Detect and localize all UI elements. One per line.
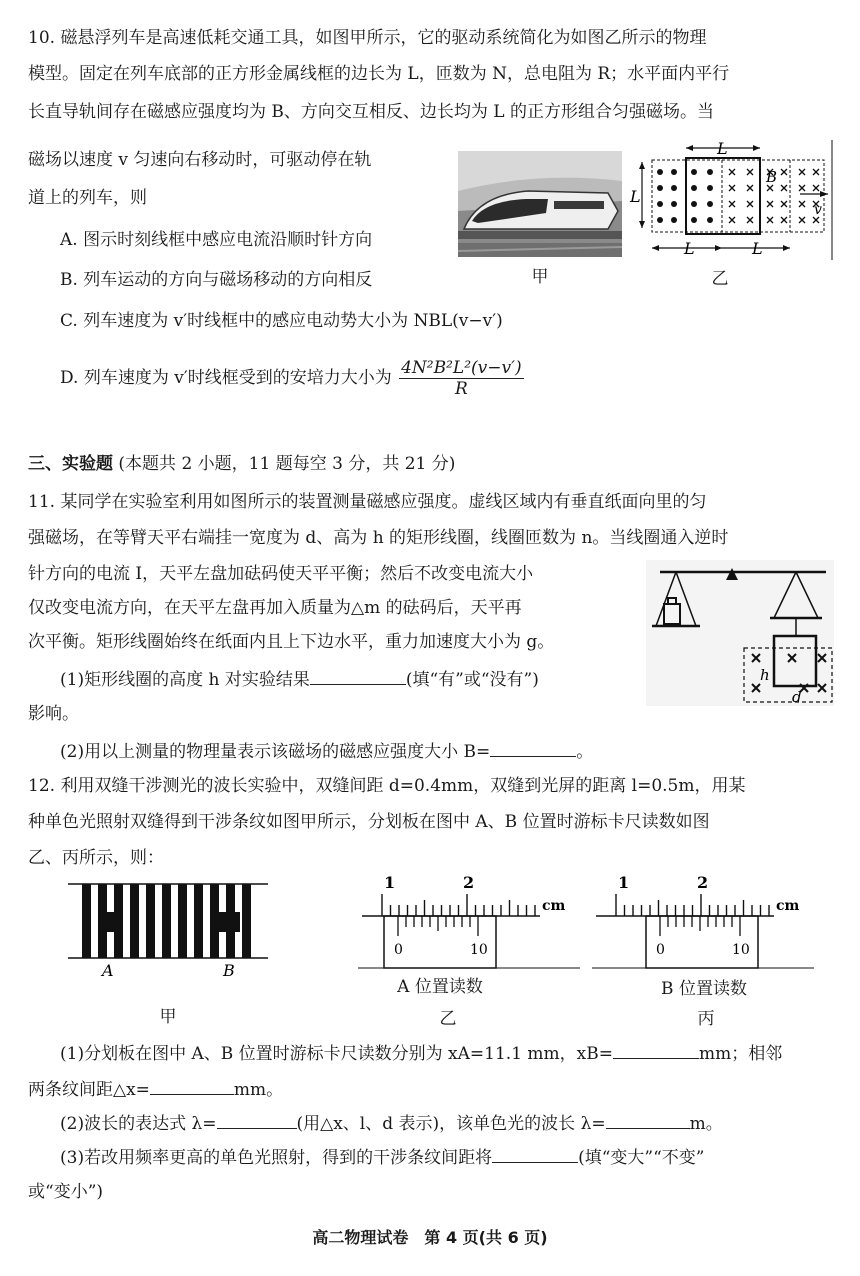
field-dot <box>657 201 663 207</box>
q11-part1-answer-blank[interactable] <box>310 666 406 685</box>
field-cross <box>747 201 753 207</box>
field-cross <box>781 185 787 191</box>
field-cross <box>747 169 753 175</box>
caliper-caption-bing: 丙 <box>697 1009 715 1029</box>
field-dot <box>671 185 677 191</box>
field-dot <box>671 201 677 207</box>
q11-part2-text: (2)用以上测量的物理量表示该磁场的磁感应强度大小 B= <box>60 742 491 762</box>
field-cross <box>729 185 735 191</box>
main-scale-label-2: 2 <box>463 874 475 892</box>
q11-part1-cont: 影响。 <box>28 704 79 724</box>
q11-part2 <box>60 738 593 764</box>
q11-part2-end: 。 <box>576 742 594 762</box>
q12-lambda-value-blank[interactable] <box>606 1110 690 1129</box>
q12-part2 <box>60 1110 723 1136</box>
fringe-dark-band <box>162 884 171 958</box>
section-3-heading <box>28 452 455 476</box>
vernier-label-10: 10 <box>732 942 750 958</box>
main-scale-label-1: 1 <box>618 874 630 892</box>
field-dot <box>707 169 713 175</box>
q11-line2: 强磁场，在等臂天平右端挂一宽度为 d、高为 h 的矩形线圈，线圈匝数为 n。当线圈通入逆时 <box>28 528 729 548</box>
q10-option-a: A. 图示时刻线框中感应电流沿顺时针方向 <box>60 230 373 250</box>
q10-option-d-denominator: R <box>454 379 468 399</box>
balance-coil-diagram <box>646 560 834 706</box>
vernier-label-0: 0 <box>656 942 665 958</box>
q12-lambda-expr-blank[interactable] <box>217 1110 297 1129</box>
q11-part1-hint: (填“有”或“没有”) <box>405 670 539 690</box>
q12-part1-unit: mm；相邻 <box>699 1044 783 1064</box>
fig-label-h: h <box>760 666 770 684</box>
q11-part1 <box>60 666 539 692</box>
field-cross <box>781 169 787 175</box>
field-dot <box>671 217 677 223</box>
vernier-label-0: 0 <box>394 942 403 958</box>
field-dot <box>691 217 697 223</box>
interference-fringes-figure <box>68 878 268 982</box>
q10-line4: 磁场以速度 v 匀速向右移动时，可驱动停在轨 <box>28 150 372 170</box>
maglev-train-photo <box>458 151 622 257</box>
fig-label-b: B <box>766 168 778 186</box>
q12-xb-answer-blank[interactable] <box>613 1040 699 1059</box>
q12-part3-text: (3)若改用频率更高的单色光照射，得到的干涉条纹间距将 <box>60 1148 493 1168</box>
q12-part3 <box>60 1144 705 1170</box>
q10-option-d-fraction <box>399 358 524 399</box>
fringe-dark-band <box>82 884 91 958</box>
field-cross <box>781 217 787 223</box>
vernier-label-10: 10 <box>470 942 488 958</box>
q12-part1-dx-unit: mm。 <box>233 1080 284 1100</box>
fringe-dark-band <box>210 884 219 958</box>
q12-line2: 种单色光照射双缝得到干涉条纹如图甲所示，分划板在图中 A、B 位置时游标卡尺读数如图 <box>28 812 710 832</box>
main-scale-label-2: 2 <box>697 874 709 892</box>
q12-dx-answer-blank[interactable] <box>150 1076 234 1095</box>
field-cross <box>729 201 735 207</box>
q12-part3-answer-blank[interactable] <box>492 1144 578 1163</box>
fringe-dark-band <box>242 884 251 958</box>
q10-line2: 模型。固定在列车底部的正方形金属线框的边长为 L，匝数为 N，总电阻为 R；水平面内平行 <box>28 64 730 84</box>
fringe-label-b: B <box>223 961 235 980</box>
caliper-b-caption: B 位置读数 <box>661 979 747 999</box>
field-cross <box>799 169 805 175</box>
caliper-a-figure <box>358 874 580 972</box>
field-cross <box>799 217 805 223</box>
q10-line5: 道上的列车，则 <box>28 188 147 208</box>
q12-part1-dx-text: 两条纹间距△x= <box>28 1080 150 1100</box>
q12-line3: 乙、丙所示，则： <box>28 848 164 868</box>
caliper-a-caption: A 位置读数 <box>397 977 483 997</box>
field-dot <box>657 185 663 191</box>
fig-caption-yi: 乙 <box>711 269 729 289</box>
q12-part3-hint: (填“变大”“不变” <box>578 1148 705 1168</box>
q12-part1-text: (1)分划板在图中 A、B 位置时游标卡尺读数分别为 xA=11.1 mm，xB= <box>60 1044 613 1064</box>
field-dot <box>707 217 713 223</box>
fringe-label-a: A <box>102 961 114 980</box>
section-3-title: 三、实验题 <box>28 454 113 474</box>
field-cross <box>799 185 805 191</box>
field-dot <box>657 169 663 175</box>
q11-line3: 针方向的电流 I，天平左盘加砝码使天平平衡；然后不改变电流大小 <box>28 564 534 584</box>
field-cross <box>747 185 753 191</box>
main-scale-label-1: 1 <box>384 874 396 892</box>
q11-line4: 仅改变电流方向，在天平左盘再加入质量为△m 的砝码后，天平再 <box>28 598 522 618</box>
q12-part1 <box>60 1040 782 1066</box>
fringe-dark-band <box>146 884 155 958</box>
fringe-dark-band <box>130 884 139 958</box>
q12-line1: 12. 利用双缝干涉测光的波长实验中，双缝间距 d=0.4mm，双缝到光屏的距离 l=0.5m，用某 <box>28 776 746 796</box>
q10-line1: 10. 磁悬浮列车是高速低耗交通工具，如图甲所示，它的驱动系统简化为如图乙所示的物理 <box>28 28 707 48</box>
fig-label-l-left: L <box>630 187 641 206</box>
q12-part3-cont: 或“变小”) <box>28 1182 104 1202</box>
q10-line3: 长直导轨间存在磁感应强度均为 B、方向交互相反、边长均为 L 的正方形组合匀强磁场。当 <box>28 102 714 122</box>
q11-line1: 11. 某同学在实验室利用如图所示的装置测量磁感应强度。虚线区域内有垂直纸面向里的匀 <box>28 492 707 512</box>
field-dot <box>707 201 713 207</box>
q12-part2-mid: (用△x、l、d 表示)，该单色光的波长 λ= <box>296 1114 606 1134</box>
field-cross <box>729 169 735 175</box>
fringe-dark-band <box>194 884 203 958</box>
q11-part2-answer-blank[interactable] <box>490 738 576 757</box>
fringe-dark-band <box>178 884 187 958</box>
caliper-b-figure <box>592 874 814 972</box>
fig-caption-jia: 甲 <box>531 267 549 287</box>
q10-option-d-numerator: 4N²B²L²(v−v′) <box>401 358 522 378</box>
field-dot <box>671 169 677 175</box>
q10-option-d <box>60 358 524 399</box>
q12-part2-text: (2)波长的表达式 λ= <box>60 1114 217 1134</box>
section-3-note: (本题共 2 小题，11 题每空 3 分，共 21 分) <box>118 454 456 474</box>
field-dot <box>691 201 697 207</box>
fig-label-l-bottom-1: L <box>684 239 695 258</box>
fringe-caption-jia: 甲 <box>159 1007 177 1027</box>
field-dot <box>657 217 663 223</box>
q12-part2-unit: m。 <box>689 1114 723 1134</box>
q11-part1-text: (1)矩形线圈的高度 h 对实验结果 <box>60 670 310 690</box>
fig-label-d: d <box>792 688 802 706</box>
q10-option-c: C. 列车速度为 v′时线框中的感应电动势大小为 NBL(v−v′) <box>60 311 503 331</box>
fig-label-l-bottom-2: L <box>752 239 763 258</box>
unit-label-cm: cm <box>542 898 566 914</box>
magnetic-field-model-diagram <box>628 138 834 266</box>
q10-option-d-text: D. 列车速度为 v′时线框受到的安培力大小为 <box>60 368 392 388</box>
field-dot <box>691 185 697 191</box>
field-cross <box>799 201 805 207</box>
q11-line5: 次平衡。矩形线圈始终在纸面内且上下边水平，重力加速度大小为 g。 <box>28 632 555 652</box>
field-dot <box>707 185 713 191</box>
field-dot <box>691 169 697 175</box>
caliper-caption-yi: 乙 <box>439 1009 457 1029</box>
q12-part1-cont <box>28 1076 283 1102</box>
unit-label-cm: cm <box>776 898 800 914</box>
field-cross <box>813 169 819 175</box>
field-cross <box>747 217 753 223</box>
field-cross <box>767 217 773 223</box>
field-cross <box>781 201 787 207</box>
fig-label-l-top: L <box>717 139 728 158</box>
page-footer: 高二物理试卷 第 4 页(共 6 页) <box>312 1228 548 1247</box>
field-cross <box>767 201 773 207</box>
q10-option-b: B. 列车运动的方向与磁场移动的方向相反 <box>60 270 373 290</box>
field-cross <box>813 185 819 191</box>
field-cross <box>729 217 735 223</box>
fig-label-v: v <box>814 202 822 218</box>
